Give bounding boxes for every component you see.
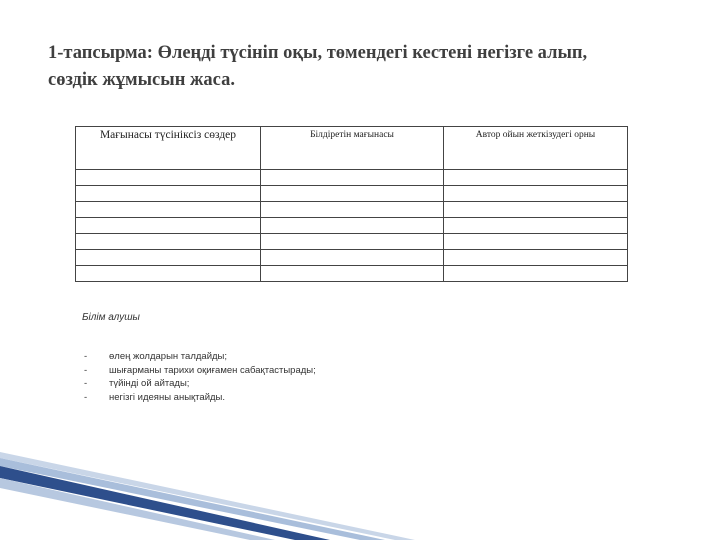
table-cell[interactable] <box>444 202 628 218</box>
table-row <box>76 266 628 282</box>
goal-text: өлең жолдарын талдайды; <box>109 351 228 362</box>
table-row <box>76 250 628 266</box>
table-cell[interactable] <box>444 234 628 250</box>
table-cell[interactable] <box>261 202 444 218</box>
learners-label: Білім алушы <box>82 312 140 323</box>
table-row <box>76 170 628 186</box>
table-cell[interactable] <box>261 250 444 266</box>
goal-text: негізгі идеяны анықтайды. <box>109 391 226 403</box>
table-cell[interactable] <box>261 234 444 250</box>
header-unclear-words: Мағынасы түсініксіз сөздер <box>76 127 261 170</box>
learning-goals-list <box>82 350 316 404</box>
vocabulary-table <box>75 126 628 282</box>
bullet-dash: - <box>84 364 88 376</box>
task-title <box>48 40 688 94</box>
header-meaning: Білдіретін мағынасы <box>261 127 444 170</box>
table-cell[interactable] <box>76 266 261 282</box>
table-header-row <box>76 127 628 170</box>
table-cell[interactable] <box>444 170 628 186</box>
table-row <box>76 202 628 218</box>
task-title-line-1: 1-тапсырма: Өлеңді түсініп оқы, төмендегі кестені негізге алып, <box>48 43 588 63</box>
list-item <box>82 391 316 405</box>
task-title-line-2: сөздік жұмысын жаса. <box>48 70 235 90</box>
table-cell[interactable] <box>444 186 628 202</box>
bullet-dash: - <box>84 378 88 389</box>
bullet-dash: - <box>84 351 88 362</box>
table-cell[interactable] <box>76 250 261 266</box>
stripe-dark <box>0 466 330 540</box>
header-role-in-author-idea: Автор ойын жеткізудегі орны <box>444 127 628 170</box>
list-item <box>82 377 316 391</box>
table-row <box>76 186 628 202</box>
table-cell[interactable] <box>76 218 261 234</box>
table-cell[interactable] <box>76 170 261 186</box>
table-cell[interactable] <box>444 218 628 234</box>
table-cell[interactable] <box>261 266 444 282</box>
table-cell[interactable] <box>76 202 261 218</box>
bullet-dash: - <box>84 391 88 403</box>
table-cell[interactable] <box>76 186 261 202</box>
table-cell[interactable] <box>261 186 444 202</box>
list-item <box>82 364 316 378</box>
table-cell[interactable] <box>76 234 261 250</box>
goal-text: шығарманы тарихи оқиғамен сабақтастырады; <box>109 364 316 376</box>
list-item <box>82 350 316 364</box>
table-cell[interactable] <box>444 266 628 282</box>
table-row <box>76 218 628 234</box>
goal-text: түйінді ой айтады; <box>109 378 190 389</box>
table-cell[interactable] <box>261 218 444 234</box>
table-cell[interactable] <box>444 250 628 266</box>
table-cell[interactable] <box>261 170 444 186</box>
table-row <box>76 234 628 250</box>
